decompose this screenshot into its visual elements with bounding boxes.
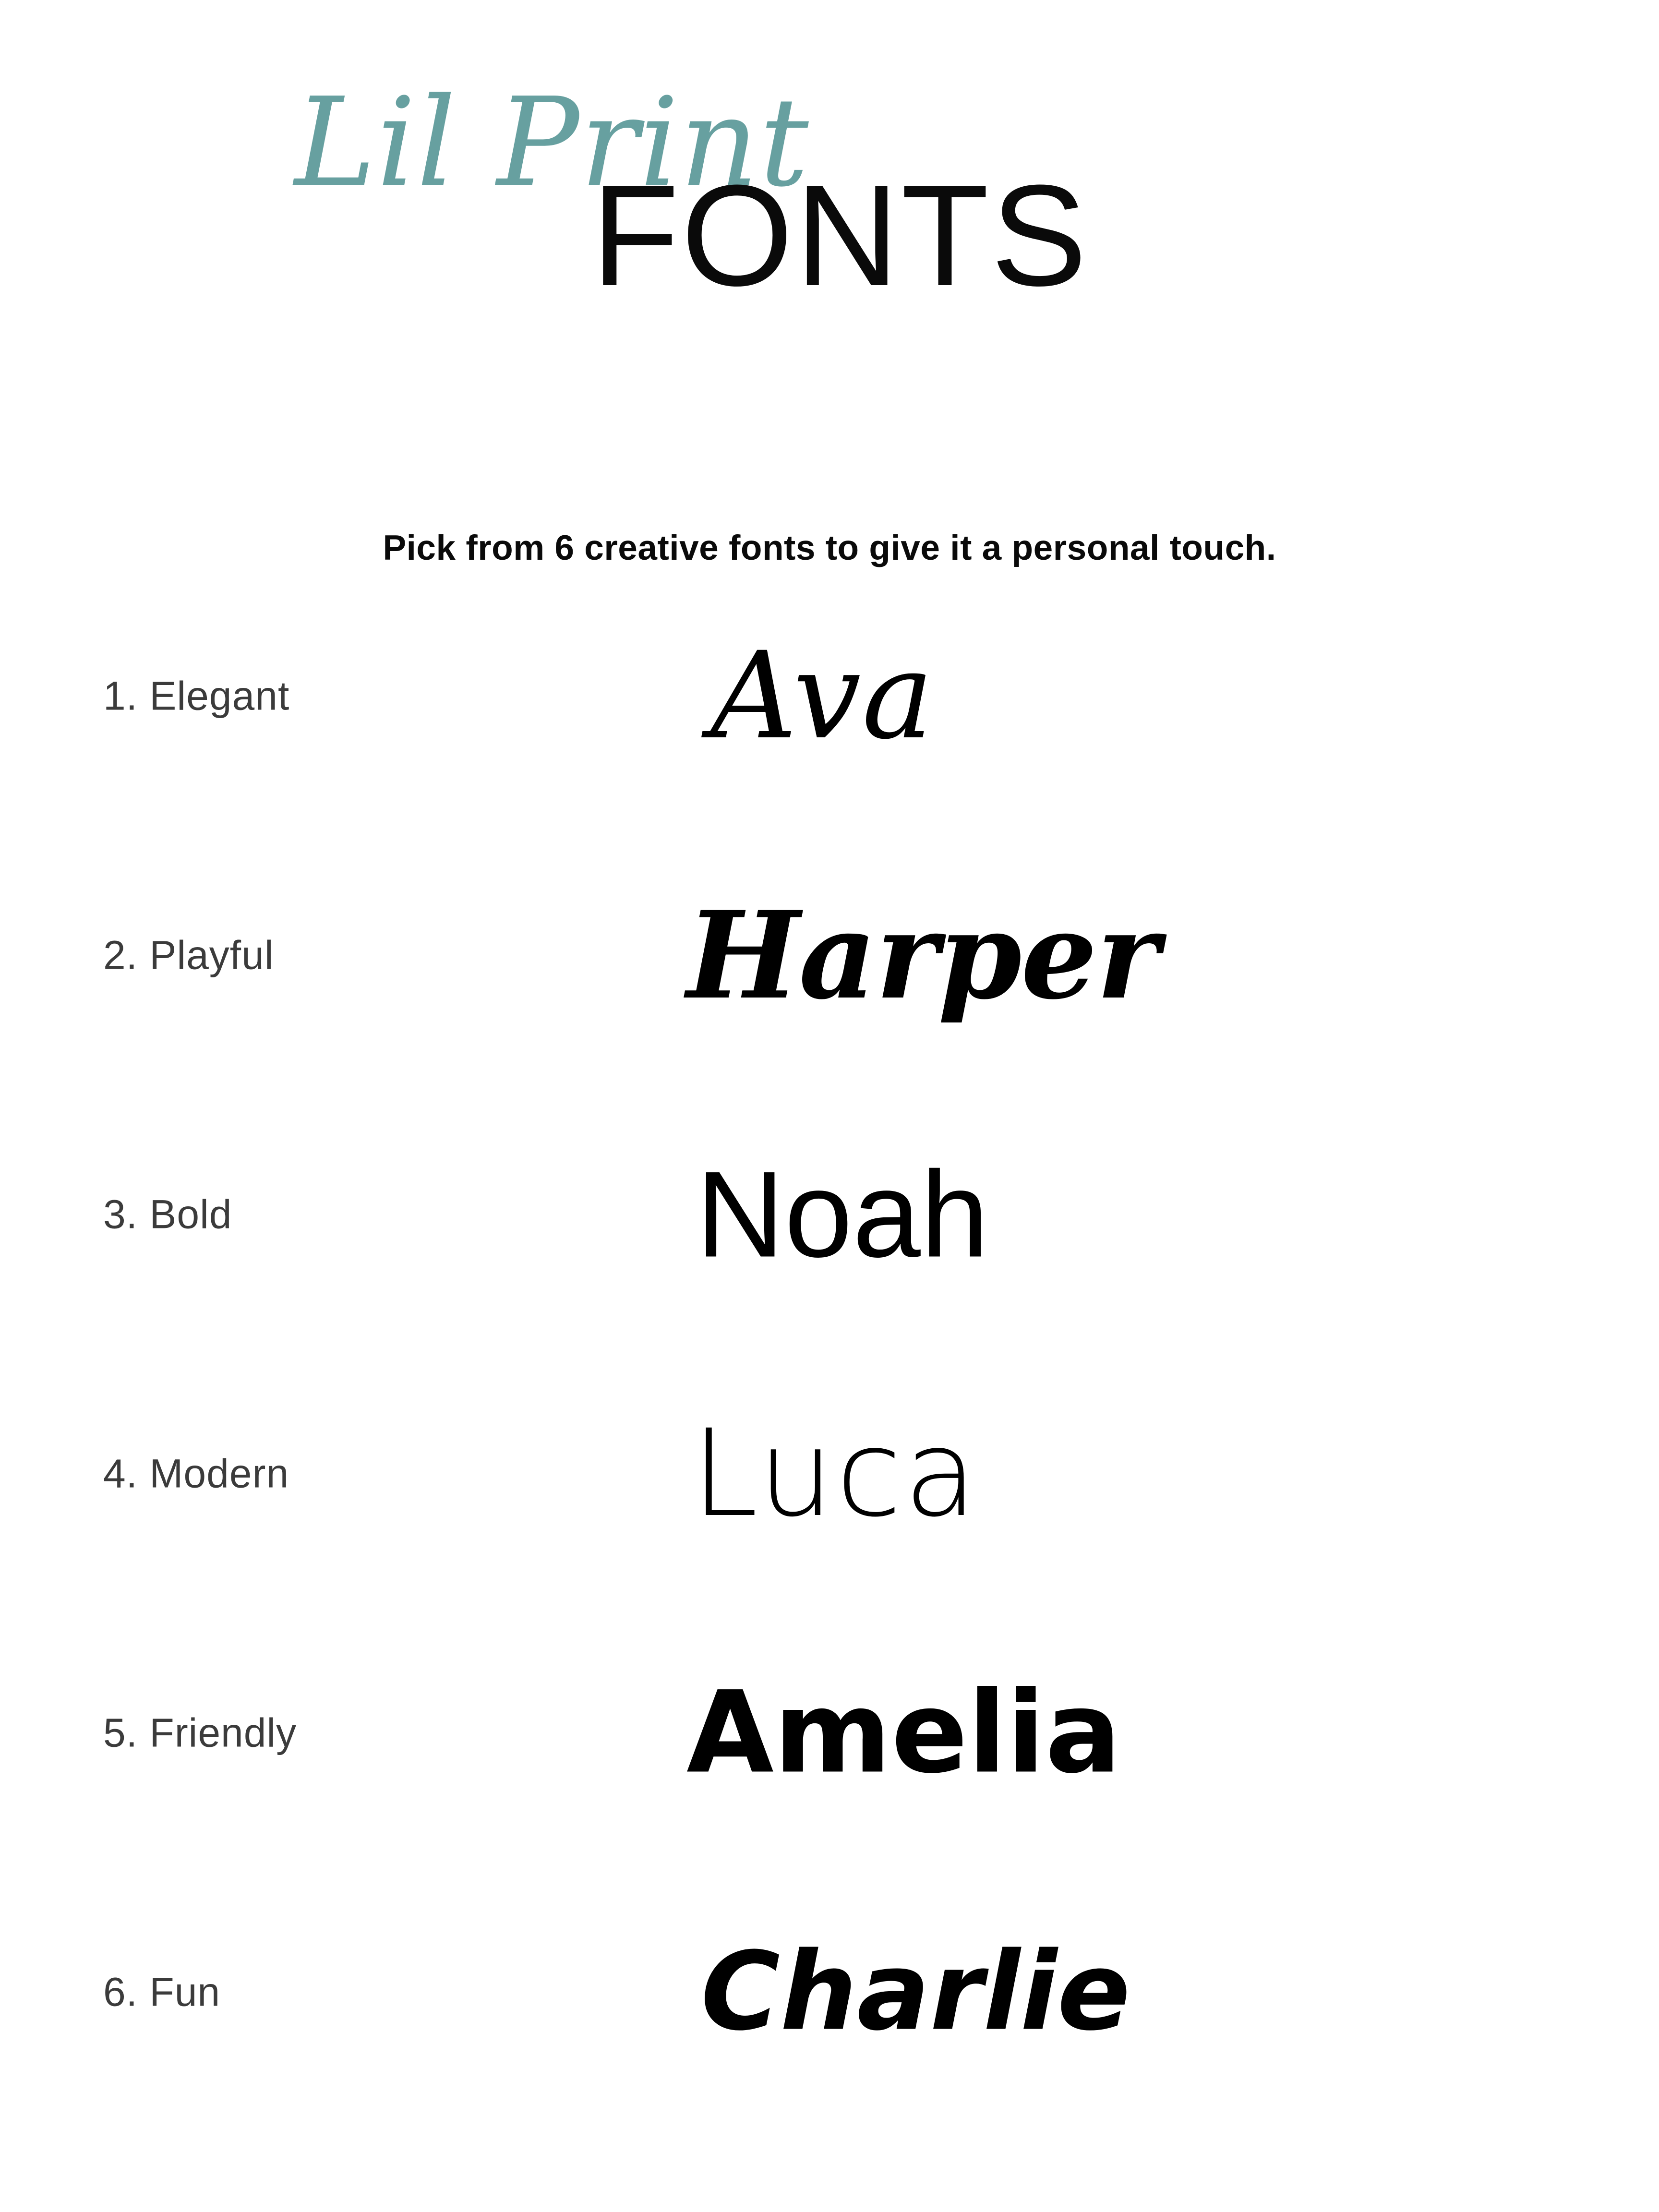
list-item[interactable]	[0, 1863, 1659, 2122]
font-option-label-modern: 4. Modern	[103, 1451, 289, 1496]
font-sample-elegant: Ava	[710, 626, 935, 766]
font-sample-modern: Luca	[691, 1404, 979, 1543]
font-option-label-fun: 6. Fun	[103, 1969, 221, 2015]
font-sample-fun: Charlie	[701, 1929, 1130, 2055]
list-item[interactable]	[0, 1344, 1659, 1603]
font-option-label-bold: 3. Bold	[103, 1191, 232, 1237]
font-sample-friendly: Amelia	[686, 1667, 1121, 1799]
list-item[interactable]	[0, 826, 1659, 1085]
page-title: FONTS	[591, 155, 1089, 316]
brand-script-title: Lil Print	[294, 72, 810, 214]
font-sample-playful: Harper	[686, 885, 1159, 1026]
page-subtitle: Pick from 6 creative fonts to give it a personal touch.	[383, 529, 1276, 567]
list-item[interactable]	[0, 566, 1659, 826]
font-option-label-playful: 2. Playful	[103, 932, 274, 978]
font-option-label-friendly: 5. Friendly	[103, 1710, 297, 1755]
font-options-list	[0, 566, 1659, 2122]
list-item[interactable]	[0, 1603, 1659, 1863]
font-sample-bold: Noah	[696, 1146, 989, 1283]
font-option-label-elegant: 1. Elegant	[103, 673, 290, 719]
list-item[interactable]	[0, 1085, 1659, 1344]
